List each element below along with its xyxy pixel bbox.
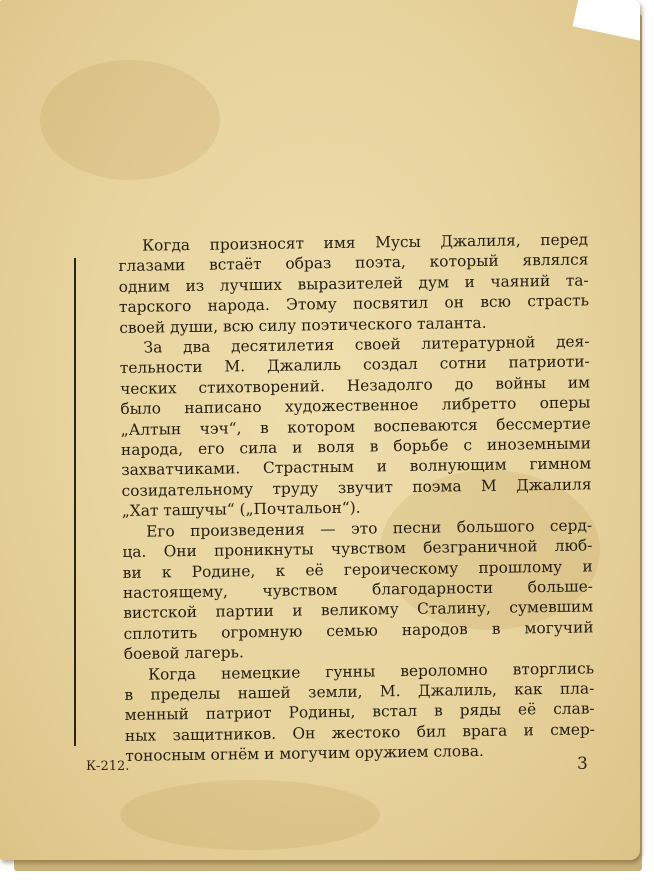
text-line: народа, его сила и воля в борьбе с иноземными	[120, 434, 592, 460]
text-line: тоносным огнём и могучим оружием слова.	[125, 742, 484, 766]
text-line: настоящему, чувством благодарности больше-	[122, 577, 594, 602]
paper-stain	[120, 780, 380, 850]
text-line: Когда немецкие гунны вероломно вторглись	[147, 658, 595, 684]
page-number: 3	[577, 754, 588, 774]
text-line: глазами встаёт образ поэта, который являлся	[118, 250, 589, 276]
paragraph-3	[122, 515, 594, 664]
text-line: сплотить огромную семью народов в могучий	[123, 618, 594, 643]
text-line: „Хат ташучы“ („Почтальон“).	[121, 498, 361, 521]
text-line: в пределы нашей земли, М. Джалиль, как пла-	[124, 679, 595, 704]
text-line: боевой лагерь.	[123, 643, 244, 664]
text-line: своей души, всю силу поэтического таланта.	[119, 313, 487, 337]
margin-line	[74, 258, 76, 746]
text-line: За два десятилетия своей литературной дея-	[143, 332, 590, 357]
paragraph-2	[119, 331, 592, 521]
text-line: менный патриот Родины, встал в ряды её слав-	[124, 699, 595, 725]
text-line: тельности М. Джалиль создал сотни патриоти-	[119, 352, 590, 378]
text-line: Его произведения — это песни большого серд-	[146, 516, 593, 541]
body-text	[118, 229, 595, 766]
torn-corner	[573, 0, 640, 41]
text-line: созидательному труду звучит поэма М Джалиля	[121, 475, 592, 500]
paper-stain	[40, 60, 220, 180]
text-line: было написано художественное либретто оперы	[120, 393, 591, 419]
text-line: тарского народа. Этому посвятил он всю страсть	[118, 291, 590, 317]
text-line: ви к Родине, к её героическому прошлому и	[122, 556, 593, 582]
text-line: захватчиками. Страстным и волнующим гимном	[121, 454, 592, 480]
text-line: ца. Они проникнуты чувством безграничной люб-	[122, 536, 593, 562]
text-line: вистской партии и великому Сталину, сумевшим	[123, 597, 594, 623]
paragraph-4	[124, 658, 595, 767]
text-line: ных защитников. Он жестоко бил врага и смер-	[124, 720, 596, 745]
text-line: ческих стихотворений. Незадолго до войны им	[120, 373, 591, 398]
text-line: Когда произносят имя Мусы Джалиля, перед	[142, 230, 589, 255]
text-line: одним из лучших выразителей дум и чаяний та-	[118, 271, 589, 296]
text-line: „Алтын чэч“, в котором воспеваются бессмертие	[120, 414, 591, 439]
catalog-code: К-212.	[86, 759, 130, 774]
paragraph-1	[118, 229, 589, 338]
